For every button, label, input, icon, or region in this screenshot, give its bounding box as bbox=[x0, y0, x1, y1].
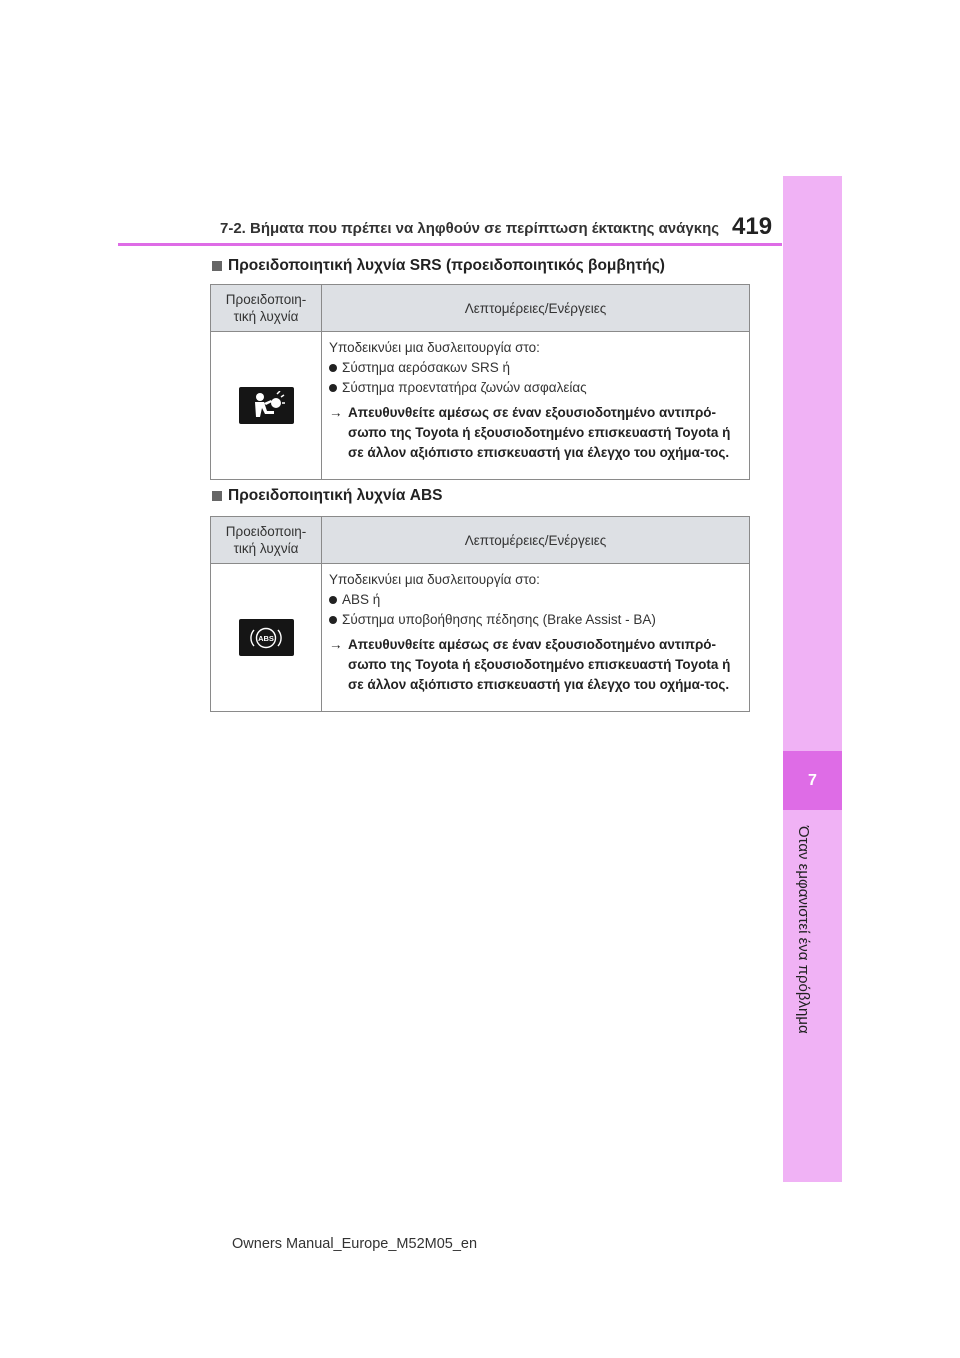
action-instruction: → Απευθυνθείτε αμέσως σε έναν εξουσιοδοτημένο αντιπρό-σωπο της Toyota ή εξουσιοδοτημένο επισκευαστή Toyota ή σε άλλον αξιόπιστο επισκευαστή για έλεγχο του οχήμα-τος. bbox=[329, 403, 742, 463]
details-cell bbox=[322, 564, 750, 712]
section-heading-text: Προειδοποιητική λυχνία ABS bbox=[228, 487, 443, 504]
chapter-label-vertical: Όταν εμφανιστεί ένα πρόβλημα bbox=[795, 826, 812, 1034]
abs-warning-icon bbox=[239, 619, 294, 656]
list-item: Σύστημα υποβοήθησης πέδησης (Brake Assist - BA) bbox=[329, 610, 742, 630]
icon-cell bbox=[211, 564, 322, 712]
details-intro: Υποδεικνύει μια δυσλειτουργία στο: bbox=[329, 572, 540, 587]
bullet-dot-icon bbox=[329, 384, 337, 392]
chapter-title: 7-2. Βήματα που πρέπει να ληφθούν σε περίπτωση έκτακτης ανάγκης bbox=[220, 220, 720, 237]
icon-cell bbox=[211, 332, 322, 480]
list-item: Σύστημα αερόσακων SRS ή bbox=[329, 358, 742, 378]
abs-warning-table bbox=[210, 516, 750, 712]
column-header-details: Λεπτομέρειες/Ενέργειες bbox=[322, 517, 750, 564]
header-rule bbox=[118, 243, 782, 246]
details-intro: Υποδεικνύει μια δυσλειτουργία στο: bbox=[329, 340, 540, 355]
details-cell bbox=[322, 332, 750, 480]
section-heading-srs bbox=[212, 257, 665, 275]
srs-airbag-icon bbox=[239, 387, 294, 424]
abs-icon-label: ABS bbox=[258, 633, 274, 643]
side-tab bbox=[783, 176, 842, 1182]
list-item: ABS ή bbox=[329, 590, 742, 610]
page-number: 419 bbox=[732, 213, 773, 240]
table-row bbox=[211, 564, 750, 712]
square-bullet-icon bbox=[212, 491, 222, 501]
column-header-light: Προειδοποιη-τική λυχνία bbox=[211, 517, 322, 564]
action-instruction: → Απευθυνθείτε αμέσως σε έναν εξουσιοδοτημένο αντιπρό-σωπο της Toyota ή εξουσιοδοτημένο επισκευαστή Toyota ή σε άλλον αξιόπιστο επισκευαστή για έλεγχο του οχήμα-τος. bbox=[329, 635, 742, 695]
section-heading-abs bbox=[212, 487, 443, 505]
arrow-icon: → bbox=[329, 405, 343, 420]
bullet-dot-icon bbox=[329, 596, 337, 604]
chapter-number: 7 bbox=[808, 771, 817, 789]
footer-manual-id: Owners Manual_Europe_M52M05_en bbox=[232, 1236, 478, 1252]
square-bullet-icon bbox=[212, 261, 222, 271]
section-heading-text: Προειδοποιητική λυχνία SRS (προειδοποιητικός βομβητής) bbox=[228, 257, 665, 274]
table-header-row bbox=[211, 285, 750, 332]
arrow-icon: → bbox=[329, 637, 343, 652]
bullet-dot-icon bbox=[329, 364, 337, 372]
chapter-number-tab bbox=[783, 751, 842, 810]
column-header-light: Προειδοποιη-τική λυχνία bbox=[211, 285, 322, 332]
list-item: Σύστημα προεντατήρα ζωνών ασφαλείας bbox=[329, 378, 742, 398]
table-header-row bbox=[211, 517, 750, 564]
bullet-dot-icon bbox=[329, 616, 337, 624]
srs-warning-table bbox=[210, 284, 750, 480]
table-row bbox=[211, 332, 750, 480]
column-header-details: Λεπτομέρειες/Ενέργειες bbox=[322, 285, 750, 332]
